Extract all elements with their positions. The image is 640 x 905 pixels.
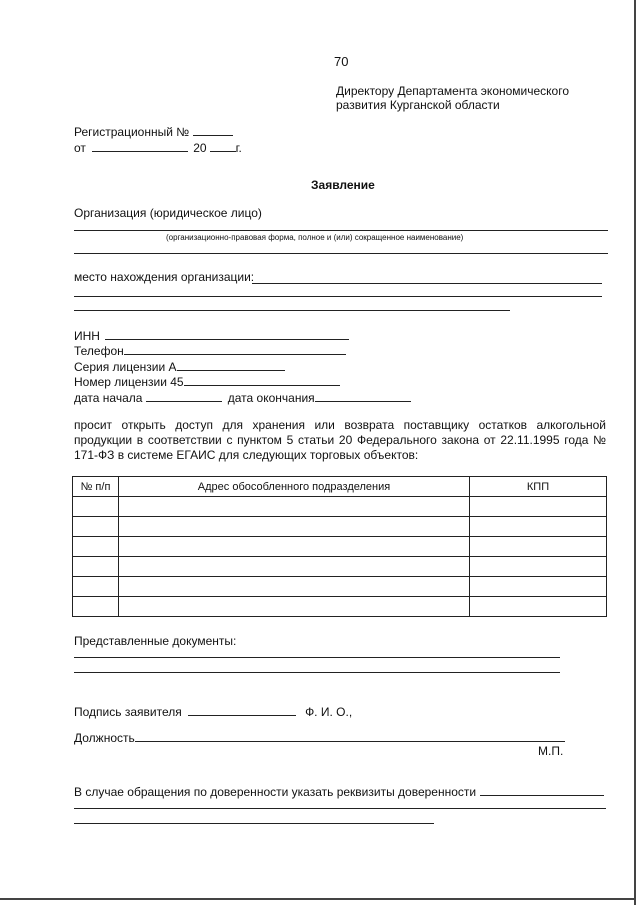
cell-kpp[interactable] bbox=[470, 537, 607, 557]
cell-number[interactable] bbox=[73, 577, 119, 597]
documents-line-1[interactable] bbox=[74, 657, 560, 658]
table-row bbox=[73, 537, 607, 557]
signature-label: Подпись заявителя bbox=[74, 705, 182, 719]
addressee-line-2: развития Курганской области bbox=[336, 98, 500, 112]
proxy-line-2[interactable] bbox=[74, 823, 434, 824]
registration-from-label: от bbox=[74, 141, 86, 155]
fio-label: Ф. И. О., bbox=[305, 705, 353, 719]
signature-blank[interactable] bbox=[188, 704, 296, 716]
cell-kpp[interactable] bbox=[470, 557, 607, 577]
cell-kpp[interactable] bbox=[470, 517, 607, 537]
registration-date-field[interactable] bbox=[74, 140, 242, 155]
location-line-3[interactable] bbox=[74, 310, 510, 311]
registration-year-prefix: 20 bbox=[193, 141, 207, 155]
registration-number-blank[interactable] bbox=[193, 124, 233, 136]
position-blank[interactable] bbox=[135, 730, 565, 742]
stamp-label: М.П. bbox=[538, 744, 564, 758]
license-series-field[interactable] bbox=[74, 359, 285, 374]
cell-number[interactable] bbox=[73, 557, 119, 577]
registration-date-blank[interactable] bbox=[92, 140, 188, 152]
signature-field[interactable] bbox=[74, 704, 352, 719]
license-series-blank[interactable] bbox=[177, 359, 285, 371]
registration-number-field[interactable] bbox=[74, 124, 233, 139]
license-series-label: Серия лицензии А bbox=[74, 360, 177, 374]
end-date-blank[interactable] bbox=[315, 390, 411, 402]
cell-number[interactable] bbox=[73, 597, 119, 617]
cell-number[interactable] bbox=[73, 517, 119, 537]
cell-address[interactable] bbox=[119, 517, 470, 537]
start-date-blank[interactable] bbox=[146, 390, 222, 402]
cell-kpp[interactable] bbox=[470, 497, 607, 517]
registration-year-suffix: г. bbox=[235, 141, 242, 155]
cell-kpp[interactable] bbox=[470, 577, 607, 597]
location-label: место нахождения организации: bbox=[74, 270, 255, 284]
phone-field[interactable] bbox=[74, 343, 346, 358]
cell-number[interactable] bbox=[73, 497, 119, 517]
organization-line-1[interactable] bbox=[74, 230, 608, 231]
document-title: Заявление bbox=[311, 178, 375, 192]
phone-label: Телефон bbox=[74, 344, 124, 358]
registration-year-blank[interactable] bbox=[210, 140, 236, 152]
cell-address[interactable] bbox=[119, 537, 470, 557]
scan-bottom-edge bbox=[0, 898, 636, 900]
documents-label: Представленные документы: bbox=[74, 634, 237, 648]
license-number-label: Номер лицензии 45 bbox=[74, 375, 184, 389]
addressee-line-1: Директору Департамента экономического bbox=[336, 84, 570, 98]
table-header-row bbox=[73, 477, 607, 497]
position-field[interactable] bbox=[74, 730, 565, 745]
scan-right-edge bbox=[634, 0, 636, 905]
cell-address[interactable] bbox=[119, 557, 470, 577]
organization-line-2[interactable] bbox=[74, 253, 608, 254]
start-date-label: дата начала bbox=[74, 391, 143, 405]
header-address: Адрес обособленного подразделения bbox=[119, 477, 470, 497]
table-row bbox=[73, 517, 607, 537]
table-body bbox=[73, 497, 607, 617]
location-line-2[interactable] bbox=[74, 296, 602, 297]
inn-field[interactable] bbox=[74, 328, 349, 343]
inn-blank[interactable] bbox=[105, 328, 349, 340]
license-dates-field[interactable] bbox=[74, 390, 411, 405]
organization-label: Организация (юридическое лицо) bbox=[74, 206, 262, 220]
trade-objects-table bbox=[72, 476, 607, 617]
table-row bbox=[73, 497, 607, 517]
cell-address[interactable] bbox=[119, 597, 470, 617]
proxy-blank[interactable] bbox=[480, 784, 604, 796]
header-kpp: КПП bbox=[470, 477, 607, 497]
position-label: Должность bbox=[74, 731, 135, 745]
documents-line-2[interactable] bbox=[74, 672, 560, 673]
location-line-1[interactable] bbox=[252, 283, 602, 284]
page-number: 70 bbox=[334, 54, 349, 69]
phone-blank[interactable] bbox=[124, 343, 346, 355]
license-number-field[interactable] bbox=[74, 374, 340, 389]
table-row bbox=[73, 557, 607, 577]
cell-kpp[interactable] bbox=[470, 597, 607, 617]
license-number-blank[interactable] bbox=[184, 374, 340, 386]
inn-label: ИНН bbox=[74, 329, 100, 343]
organization-caption: (организационно-правовая форма, полное и (или) сокращенное наименование) bbox=[166, 233, 464, 242]
registration-number-label: Регистрационный № bbox=[74, 125, 190, 139]
table-row bbox=[73, 597, 607, 617]
proxy-line-1[interactable] bbox=[74, 808, 606, 809]
cell-address[interactable] bbox=[119, 577, 470, 597]
request-paragraph: просит открыть доступ для хранения или возврата поставщику остатков алкогольной продукции в соответствии с пунктом 5 статьи 20 Федерального закона от 22.11.1995 года № 171-ФЗ в системе ЕГАИС для следующих торговых объектов: bbox=[74, 418, 606, 462]
header-number: № п/п bbox=[73, 477, 119, 497]
table-row bbox=[73, 577, 607, 597]
proxy-label: В случае обращения по доверенности указать реквизиты доверенности bbox=[74, 785, 477, 799]
proxy-field[interactable] bbox=[74, 784, 604, 799]
cell-address[interactable] bbox=[119, 497, 470, 517]
end-date-label: дата окончания bbox=[227, 391, 315, 405]
cell-number[interactable] bbox=[73, 537, 119, 557]
